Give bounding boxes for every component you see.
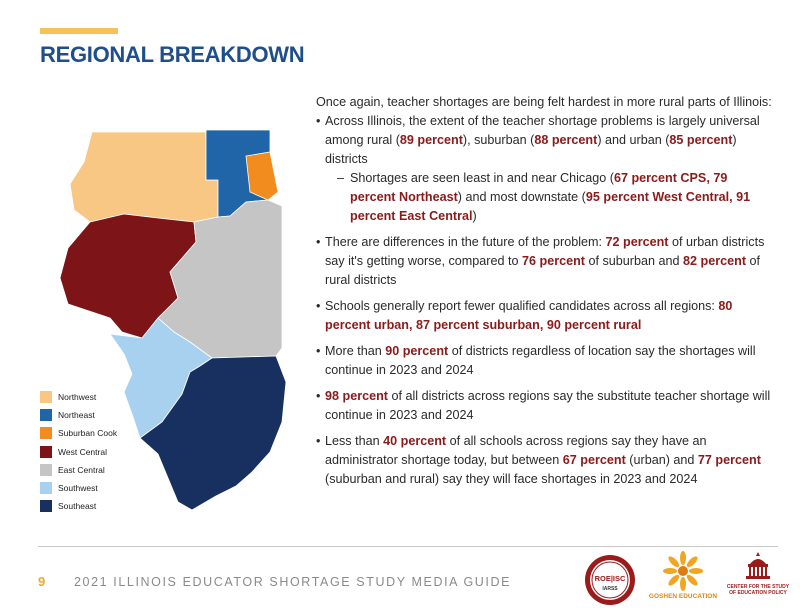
- legend-swatch: [40, 464, 52, 476]
- legend-label: East Central: [58, 464, 105, 475]
- bullet-text: Across Illinois, the extent of the teacher shortage problems is largely universal among rural (: [325, 114, 760, 147]
- bullet-text: of rural districts: [325, 254, 761, 287]
- roe-logo-text: ROE|ISC: [594, 574, 626, 583]
- cspp-logo-text: CENTER FOR THE STUDY OF EDUCATION POLICY: [726, 584, 790, 596]
- legend-item-northeast: [40, 406, 117, 424]
- highlight-stat: 98 percent: [325, 389, 388, 403]
- intro-paragraph: Once again, teacher shortages are being felt hardest in more rural parts of Illinois:: [316, 95, 772, 109]
- highlight-stat: 95 percent West Central, 91 percent East Central: [350, 190, 751, 223]
- legend-swatch: [40, 409, 52, 421]
- bullet-text: (suburban and rural) say they will face shortages in 2023 and 2024: [325, 472, 698, 486]
- highlight-stat: 77 percent: [697, 453, 761, 467]
- title-accent-bar: [40, 28, 118, 34]
- legend-swatch: [40, 391, 52, 403]
- highlight-stat: 40 percent: [383, 434, 447, 448]
- page-number: 9: [38, 574, 46, 589]
- bullet-qualified-candidates: [316, 297, 776, 335]
- bullet-text: ): [472, 209, 477, 223]
- subbullet-chicago-downstate: [325, 169, 776, 226]
- bullet-text: of all schools across regions say they have an administrator shortage today, but between: [325, 434, 707, 467]
- highlight-stat: 85 percent: [669, 133, 733, 147]
- bullet-text: of urban districts say it's getting worse, compared to: [325, 235, 765, 268]
- findings-text: [316, 93, 776, 496]
- bullet-text: ) districts: [325, 133, 737, 166]
- bullet-shortages-continue: [316, 342, 776, 380]
- map-legend: [40, 388, 117, 515]
- highlight-stat: 80 percent urban, 87 percent suburban, 90 percent rural: [325, 299, 733, 332]
- bullet-text: There are differences in the future of the problem:: [325, 235, 606, 249]
- highlight-stat: 88 percent: [534, 133, 598, 147]
- highlight-stat: 89 percent: [399, 133, 463, 147]
- legend-item-southeast: [40, 497, 117, 515]
- bullet-text: ), suburban (: [462, 133, 535, 147]
- bullet-substitute-shortage: [316, 387, 776, 425]
- legend-item-northwest: [40, 388, 117, 406]
- legend-swatch: [40, 427, 52, 439]
- bullet-text: (urban) and: [625, 453, 698, 467]
- legend-swatch: [40, 482, 52, 494]
- legend-label: Southwest: [58, 483, 98, 494]
- legend-swatch: [40, 500, 52, 512]
- bullet-future-problem: [316, 233, 776, 290]
- roe-logo-subtext: IARSS: [602, 586, 618, 592]
- legend-label: Northeast: [58, 410, 95, 421]
- roe-isc-logo: [584, 554, 636, 606]
- legend-swatch: [40, 446, 52, 458]
- highlight-stat: 76 percent: [522, 254, 585, 268]
- legend-item-east-central: [40, 461, 117, 479]
- goshen-logo-text: GOSHEN EDUCATION: [648, 593, 718, 600]
- legend-label: Northwest: [58, 392, 97, 403]
- legend-item-west-central: [40, 443, 117, 461]
- legend-label: Suburban Cook: [58, 428, 118, 439]
- region-northwest: [70, 132, 218, 222]
- bullet-text: ) and most downstate (: [457, 190, 586, 204]
- highlight-stat: 67 percent CPS, 79 percent Northeast: [350, 171, 728, 204]
- legend-item-southwest: [40, 479, 117, 497]
- legend-label: West Central: [58, 446, 107, 457]
- cspp-logo: [726, 550, 790, 608]
- bullet-shortage-extent: [316, 112, 776, 226]
- bullet-text: of all districts across regions say the substitute teacher shortage will continue in 2023 and 2024: [325, 389, 771, 422]
- highlight-stat: 82 percent: [683, 254, 747, 268]
- bullet-text: of suburban and: [585, 254, 684, 268]
- footer-title: 2021 ILLINOIS EDUCATOR SHORTAGE STUDY MEDIA GUIDE: [74, 575, 512, 589]
- page-title: REGIONAL BREAKDOWN: [40, 42, 305, 67]
- bullet-administrator-shortage: [316, 432, 776, 489]
- bullet-text: Less than: [325, 434, 384, 448]
- footer-divider: [38, 546, 778, 547]
- bullet-text: Schools generally report fewer qualified candidates across all regions:: [325, 299, 719, 313]
- bullet-text: ) and urban (: [597, 133, 670, 147]
- bullet-text: of districts regardless of location say the shortages will continue in 2023 and 2024: [325, 344, 756, 377]
- goshen-education-logo: [648, 550, 718, 606]
- legend-item-suburban-cook: [40, 424, 117, 442]
- bullet-text: Shortages are seen least in and near Chicago (: [350, 171, 614, 185]
- legend-label: Southeast: [58, 501, 97, 512]
- highlight-stat: 90 percent: [385, 344, 449, 358]
- bullet-text: More than: [325, 344, 386, 358]
- highlight-stat: 67 percent: [562, 453, 626, 467]
- highlight-stat: 72 percent: [605, 235, 669, 249]
